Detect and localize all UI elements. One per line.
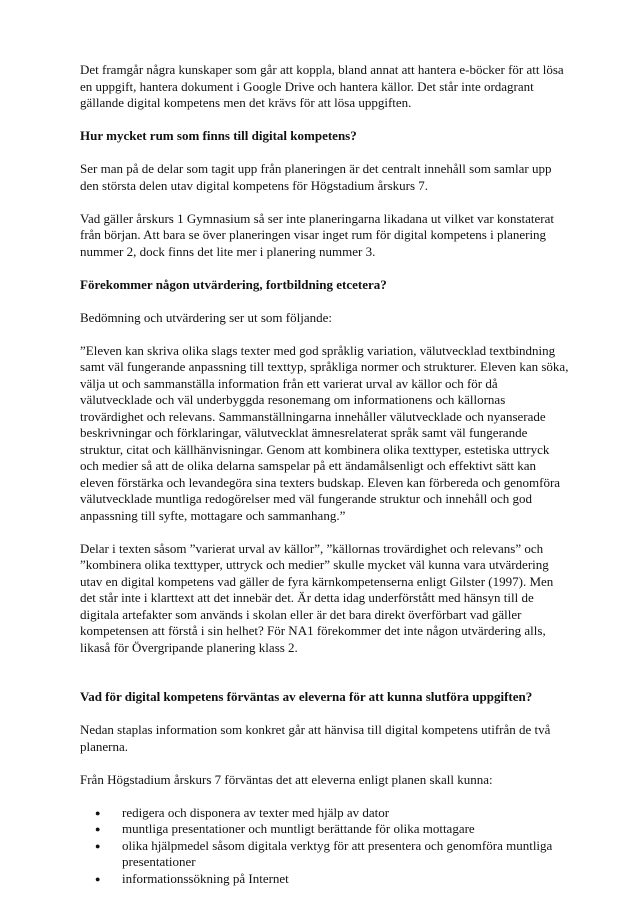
intro-paragraph: Det framgår några kunskaper som går att koppla, bland annat att hantera e-böcker för att lösa en uppgift, hantera dokument i Google Drive och hantera källor. Det står inte ordagrant gällande digital kompetens men det krävs för att lösa uppgiften.	[80, 62, 564, 110]
list-item: ● olika hjälpmedel såsom digitala verktyg för att presentera och genomföra muntliga presentationer	[109, 838, 570, 871]
paragraph-gymnasium: Vad gäller årskurs 1 Gymnasium så ser inte planeringarna likadana ut vilket var konstaterat från början. Att bara se över planeringen visar inget rum för digital kompetens i planering nummer 2, dock finns det lite mer i planering nummer 3.	[80, 210, 554, 259]
list-item: ● redigera och disponera av texter med hjälp av dator	[109, 805, 570, 822]
expectations-list	[80, 805, 570, 888]
heading-expected-competence: Vad för digital kompetens förväntas av eleverna för att kunna slutföra uppgiften?	[80, 689, 533, 704]
quote-knowledge-requirements: ”Eleven kan skriva olika slags texter med god språklig variation, välutvecklad textbindning samt väl fungerande anpassning till texttyp, språkliga normer och strukturer. Eleven kan söka, välja ut och sammanställa information från ett varierat urval av källor och för då välutvecklade och väl underbyggda resonemang om informationens och källornas trovärdighet och relevans. Sammanställningarna innehåller välutvecklade och nyanserade beskrivningar och förklaringar, välutvecklat ämnesrelaterat språk samt väl fungerande struktur, citat och källhänvisningar. Genom att kombinera olika texttyper, estetiska uttryck och medier så att de olika delarna samspelar på ett ändamålsenligt och effektivt sätt kan eleven förstärka och levandegöra sina texters budskap. Eleven kan förbereda och genomföra välutvecklade muntliga redogörelser med väl fungerande struktur och innehåll och god anpassning till syfte, mottagare och sammanhang.”	[80, 342, 569, 523]
paragraph-hogstadium: Ser man på de delar som tagit upp från planeringen är det centralt innehåll som samlar upp den största delen utav digital kompetens för Högstadium årskurs 7.	[80, 161, 552, 193]
heading-room-for-digital-competence: Hur mycket rum som finns till digital kompetens?	[80, 128, 357, 143]
heading-evaluation: Förekommer någon utvärdering, fortbildning etcetera?	[80, 276, 387, 292]
paragraph-analysis: Delar i texten såsom ”varierat urval av källor”, ”källornas trovärdighet och relevans” och ”kombinera olika texttyper, uttryck och medier” skulle mycket väl kunna vara utvärdering utav en digital kompetens vad gäller de fyra kärnkompetenserna enligt Gilster (1997). Men det står inte i klarttext att det innebär det. Är detta idag underförstått med hänsyn till de digitala artefakter som används i skolan eller är det bara direkt överförbart vad gäller kompetensen att förstå i sin helhet? För NA1 förekommer det inte någon utvärdering alls, likaså för Övergripande planering klass 2.	[80, 540, 554, 655]
paragraph-year7-expectations: Från Högstadium årskurs 7 förväntas det att eleverna enligt planen skall kunna:	[80, 771, 493, 787]
list-item: ● muntliga presentationer och muntligt berättande för olika mottagare	[109, 821, 570, 838]
list-item: ● informationssökning på Internet	[109, 871, 570, 888]
paragraph-listing-intro: Nedan staplas information som konkret går att hänvisa till digital kompetens utifrån de två planerna.	[80, 722, 551, 754]
paragraph-assessment-intro: Bedömning och utvärdering ser ut som följande:	[80, 309, 333, 325]
document-page	[80, 62, 570, 887]
